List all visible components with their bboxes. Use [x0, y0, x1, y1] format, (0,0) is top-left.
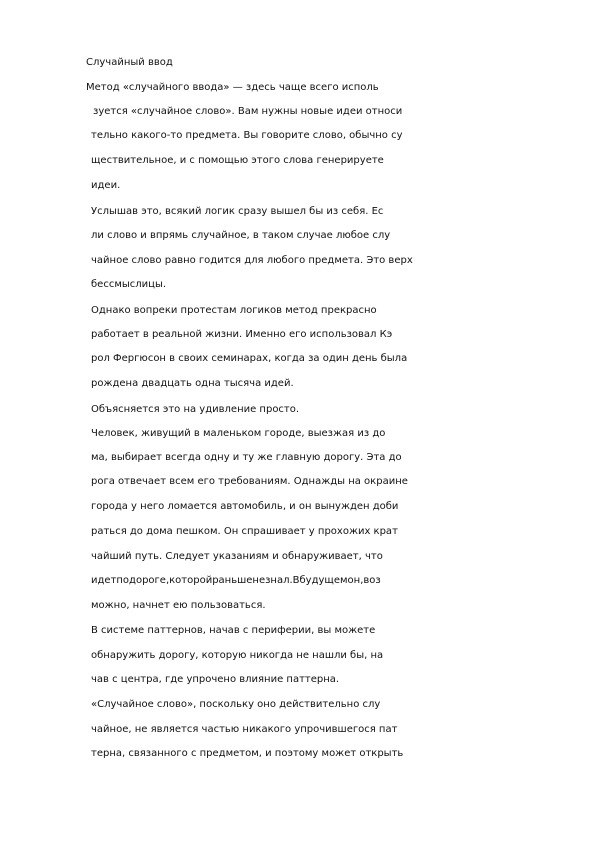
text-line: ма, выбирает всегда одну и ту же главную дорогу. Эта до	[91, 452, 402, 463]
text-line: бессмыслицы.	[91, 279, 167, 290]
text-line: тельно какого-то предмета. Вы говорите слово, обычно су	[91, 130, 403, 141]
document-title: Случайный ввод	[86, 57, 173, 68]
text-line: чайное слово равно годится для любого предмета. Это верх	[91, 255, 413, 266]
text-line: можно, начнет ею пользоваться.	[91, 600, 266, 611]
text-line: чав с центра, где упрочено влияние паттерна.	[91, 674, 340, 685]
text-line: идеи.	[91, 180, 121, 191]
text-line: города у него ломается автомобиль, и он вынужден доби	[91, 501, 399, 512]
text-line: Метод «случайного ввода» — здесь чаще всего исполь	[86, 82, 379, 93]
text-line: раться до дома пешком. Он спрашивает у прохожих крат	[91, 526, 398, 537]
text-line: Человек, живущий в маленьком городе, выезжая из до	[91, 428, 386, 439]
text-line: ществительное, и с помощью этого слова генерируете	[91, 155, 384, 166]
text-line: рога отвечает всем его требованиям. Однажды на окраине	[91, 476, 408, 487]
text-line: терна, связанного с предметом, и поэтому может открыть	[91, 748, 404, 759]
text-line: В системе паттернов, начав с периферии, вы можете	[91, 625, 376, 636]
text-line: чайное, не является частью никакого упрочившегося пат	[91, 724, 398, 735]
text-line: ли слово и впрямь случайное, в таком случае любое слу	[91, 230, 391, 241]
text-line: обнаружить дорогу, которую никогда не нашли бы, на	[91, 650, 384, 661]
text-line: Объясняется это на удивление просто.	[91, 404, 300, 415]
text-line: зуется «случайное слово». Вам нужны новые идеи относи	[93, 106, 403, 117]
text-line: рождена двадцать одна тысяча идей.	[91, 378, 294, 389]
text-line: рол Фергюсон в своих семинарах, когда за один день была	[91, 353, 408, 364]
text-line: Услышав это, всякий логик сразу вышел бы из себя. Ес	[91, 206, 384, 217]
text-line: работает в реальной жизни. Именно его использовал Кэ	[91, 329, 393, 340]
text-line: идетподороге,которойраньшенезнал.Вбудущемон,воз	[91, 575, 381, 586]
text-line: чайший путь. Следует указаниям и обнаруживает, что	[91, 551, 383, 562]
text-line: «Случайное слово», поскольку оно действительно слу	[91, 699, 381, 710]
text-line: Однако вопреки протестам логиков метод прекрасно	[91, 305, 377, 316]
